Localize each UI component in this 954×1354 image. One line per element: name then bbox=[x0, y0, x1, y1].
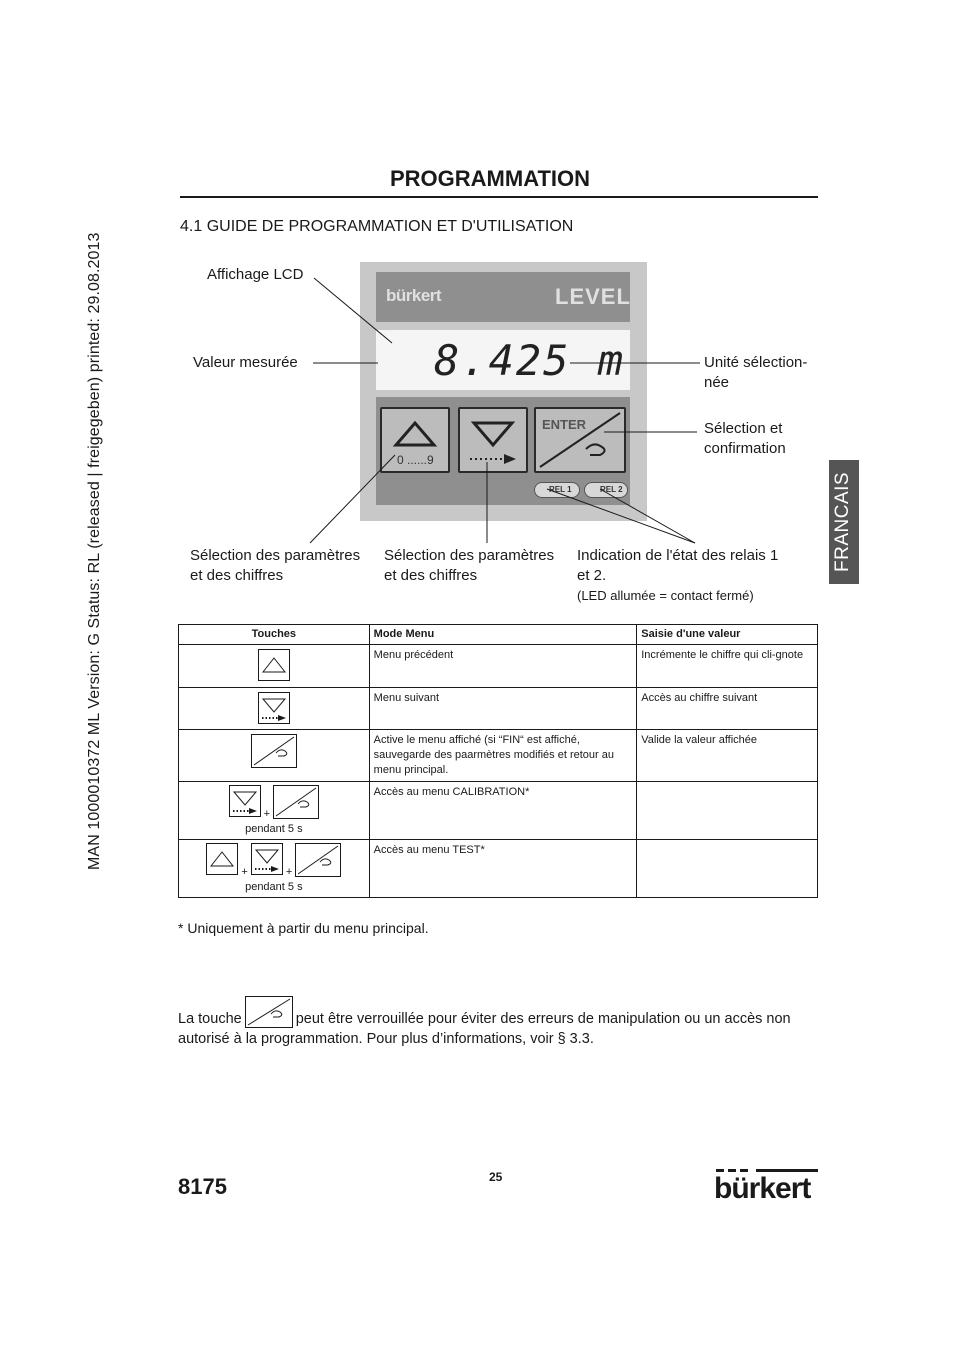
key-enter-label: ENTER bbox=[542, 417, 587, 432]
key-down-icon bbox=[258, 692, 290, 724]
key-up-icon bbox=[258, 649, 290, 681]
value-cell: Valide la valeur affichée bbox=[637, 730, 818, 782]
keys-cell bbox=[179, 840, 370, 898]
key-up-icon bbox=[206, 843, 238, 875]
plus-sign: + bbox=[263, 808, 271, 820]
table-row bbox=[179, 840, 818, 898]
device-brand-logo: bürkert bbox=[386, 286, 442, 305]
document-meta-vertical: MAN 1000010372 ML Version: G Status: RL (released | freigegeben) printed: 29.08.2013 bbox=[86, 232, 103, 870]
label-relay-line1: Indication de l'état des relais 1 bbox=[577, 547, 779, 564]
value-cell: Incrémente le chiffre qui cli-gnote bbox=[637, 645, 818, 688]
paragraph-text-before: La touche bbox=[178, 1011, 242, 1027]
label-select-line1: Sélection et bbox=[704, 420, 783, 437]
plus-sign: + bbox=[285, 866, 293, 878]
label-relay-note: (LED allumée = contact fermé) bbox=[577, 588, 754, 603]
value-cell bbox=[637, 840, 818, 898]
page-title: PROGRAMMATION bbox=[390, 166, 591, 191]
brand-logo: bürkert bbox=[714, 1172, 811, 1205]
lcd-value: 8.425 m bbox=[434, 336, 626, 385]
plus-sign: + bbox=[241, 866, 248, 878]
hold-duration: pendant 5 s bbox=[245, 881, 303, 893]
hold-duration: pendant 5 s bbox=[245, 823, 303, 835]
lock-paragraph bbox=[178, 996, 828, 1049]
page-number: 25 bbox=[489, 1170, 503, 1184]
key-enter-icon bbox=[251, 734, 297, 768]
mode-cell: Accès au menu CALIBRATION* bbox=[369, 782, 637, 840]
mode-cell: Active le menu affiché (si “FIN“ est affiché, sauvegarde des paarmètres modifiés et retour au menu principal. bbox=[369, 730, 637, 782]
led-relay-1-label: REL 1 bbox=[549, 485, 572, 494]
label-params-up-line2: et des chiffres bbox=[190, 567, 284, 584]
key-down-icon bbox=[229, 785, 261, 817]
label-unit-line1: Unité sélection- bbox=[704, 354, 808, 371]
key-up-range: 0 ......9 bbox=[397, 453, 434, 467]
label-relay-line2: et 2. bbox=[577, 567, 607, 584]
section-heading: 4.1 GUIDE DE PROGRAMMATION ET D'UTILISATION bbox=[180, 218, 574, 235]
col-header-value: Saisie d'une valeur bbox=[637, 625, 818, 645]
table-row bbox=[179, 730, 818, 782]
table-row bbox=[179, 782, 818, 840]
mode-cell: Menu précédent bbox=[369, 645, 637, 688]
value-cell: Accès au chiffre suivant bbox=[637, 688, 818, 730]
keys-cell bbox=[179, 782, 370, 840]
label-params-up-line1: Sélection des paramètres bbox=[190, 547, 361, 564]
col-header-keys: Touches bbox=[179, 625, 370, 645]
device-mode-label: LEVEL bbox=[555, 284, 631, 309]
keys-cell bbox=[179, 688, 370, 730]
label-measured-value: Valeur mesurée bbox=[193, 354, 298, 371]
label-params-down-line2: et des chiffres bbox=[384, 567, 478, 584]
label-params-down-line1: Sélection des paramètres bbox=[384, 547, 555, 564]
model-number: 8175 bbox=[178, 1174, 227, 1199]
label-unit-line2: née bbox=[704, 374, 730, 391]
key-enter-icon bbox=[245, 996, 293, 1028]
mode-cell: Menu suivant bbox=[369, 688, 637, 730]
label-select-line2: confirmation bbox=[704, 440, 786, 457]
led-relay-2-label: REL 2 bbox=[600, 485, 623, 494]
col-header-mode: Mode Menu bbox=[369, 625, 637, 645]
mode-cell: Accès au menu TEST* bbox=[369, 840, 637, 898]
language-tab-label: FRANCAIS bbox=[832, 471, 853, 572]
keys-cell bbox=[179, 645, 370, 688]
table-row bbox=[179, 645, 818, 688]
footnote: * Uniquement à partir du menu principal. bbox=[178, 920, 429, 936]
paragraph-text-after: peut être verrouillée pour éviter des erreurs de manipulation ou un accès non autorisé à la programmation. Pour plus d’informations, voir § 3.3. bbox=[178, 1011, 791, 1047]
key-enter-icon bbox=[273, 785, 319, 819]
table-row bbox=[179, 688, 818, 730]
value-cell bbox=[637, 782, 818, 840]
label-lcd: Affichage LCD bbox=[207, 266, 304, 283]
table-header-row bbox=[179, 625, 818, 645]
leader-lines bbox=[0, 0, 954, 620]
keys-cell bbox=[179, 730, 370, 782]
key-down-icon bbox=[251, 843, 283, 875]
keys-table bbox=[178, 624, 818, 898]
key-enter-icon bbox=[295, 843, 341, 877]
